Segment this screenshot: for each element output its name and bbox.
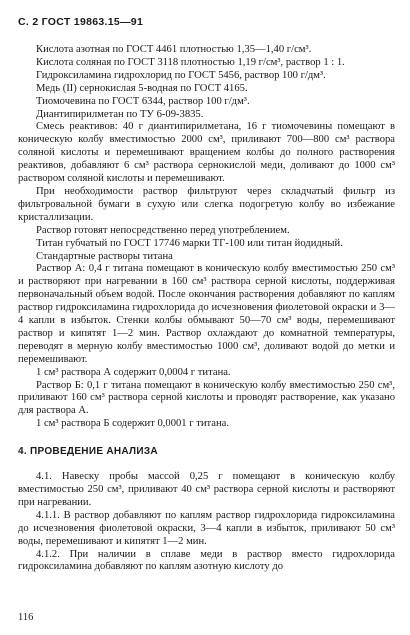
solution-a-content: 1 см³ раствора А содержит 0,0004 г титана.: [36, 366, 231, 378]
standard-solutions-title: Стандартные растворы титана: [36, 250, 173, 262]
reagent-hydroxylamine: Гидроксиламина гидрохлорид по ГОСТ 5456, раствор 100 г/дм³.: [36, 69, 326, 81]
preparation-note: Раствор готовят непосредственно перед употреблением.: [36, 224, 290, 236]
titanium-sponge: Титан губчатый по ГОСТ 17746 марки ТГ-100 или титан йодидный.: [36, 237, 343, 249]
analysis-step-4-1-1: 4.1.1. В раствор добавляют по каплям раствор гидрохлорида гидроксиламина до исчезновения фиолетовой окраски, 3—4 капли в избыток, приливают 50 см³ воды, перемешивают и кипятят 1—2 мин.: [18, 509, 395, 547]
solution-a: Раствор А: 0,4 г титана помещают в коническую колбу вместимостью 250 см³ и растворяют при нагревании в 160 см³ раствора серной кислоты, поддерживая первоначальный объем водой. После окончания растворения добавляют по каплям раствор гидроксиламина гидрохлорида до исчезновения фиолетовой окраски и 3—4 капли в избыток. Стенки колбы обмывают 50—70 см³ воды, перемешивают раствор и кипятят 1—2 мин. Раствор охлаждают до комнатной температуры, переводят в мерную колбу вместимостью 1000 см³, доливают водой до метки и перемешивают.: [18, 263, 395, 365]
reagent-diantipyrylmethane: Диантипирилметан по ТУ 6-09-3835.: [36, 108, 204, 120]
filtration-note: При необходимости раствор фильтруют через складчатый фильтр из фильтровальной бумаги в сухую или слегка подогретую колбу во избежание кристаллизации.: [18, 185, 395, 223]
reagent-hydrochloric-acid: Кислота соляная по ГОСТ 3118 плотностью 1,19 г/см³, раствор 1 : 1.: [36, 56, 345, 68]
reagent-copper-sulfate: Медь (II) сернокислая 5-водная по ГОСТ 4165.: [36, 82, 248, 94]
page-header: С. 2 ГОСТ 19863.15—91: [18, 16, 144, 28]
page-number: 116: [18, 612, 34, 623]
reagent-thiourea: Тиомочевина по ГОСТ 6344, раствор 100 г/дм³.: [36, 95, 250, 107]
solution-b-content: 1 см³ раствора Б содержит 0,0001 г титана.: [36, 418, 230, 430]
solution-b: Раствор Б: 0,1 г титана помещают в коническую колбу вместимостью 250 см³, приливают 160 см³ раствора серной кислоты и проводят растворение, как указано для раствора А.: [18, 379, 395, 417]
analysis-step-4-1: 4.1. Навеску пробы массой 0,25 г помещают в коническую колбу вместимостью 250 см³, приливают 40 см³ раствора серной кислоты и растворяют при нагревании.: [18, 471, 395, 508]
document-body: [18, 44, 395, 574]
reagent-mixture: Смесь реактивов: 40 г диантипирилметана, 16 г тиомочевины помещают в коническую колбу вместимостью 2000 см³, приливают 700—800 см³ раствора соляной кислоты и перемешивают вращением колбы до полного растворения реактивов, добавляют 6 см³ раствора сернокислой меди, доливают до 1000 см³ раствором соляной кислоты и перемешивают.: [18, 121, 395, 185]
section-heading: 4. ПРОВЕДЕНИЕ АНАЛИЗА: [18, 446, 158, 458]
reagent-nitric-acid: Кислота азотная по ГОСТ 4461 плотностью 1,35—1,40 г/см³.: [36, 44, 312, 55]
analysis-step-4-1-2: 4.1.2. При наличии в сплаве меди в раствор вместо гидрохлорида гидроксиламина добавляют по каплям азотную кислоту до: [18, 548, 395, 573]
